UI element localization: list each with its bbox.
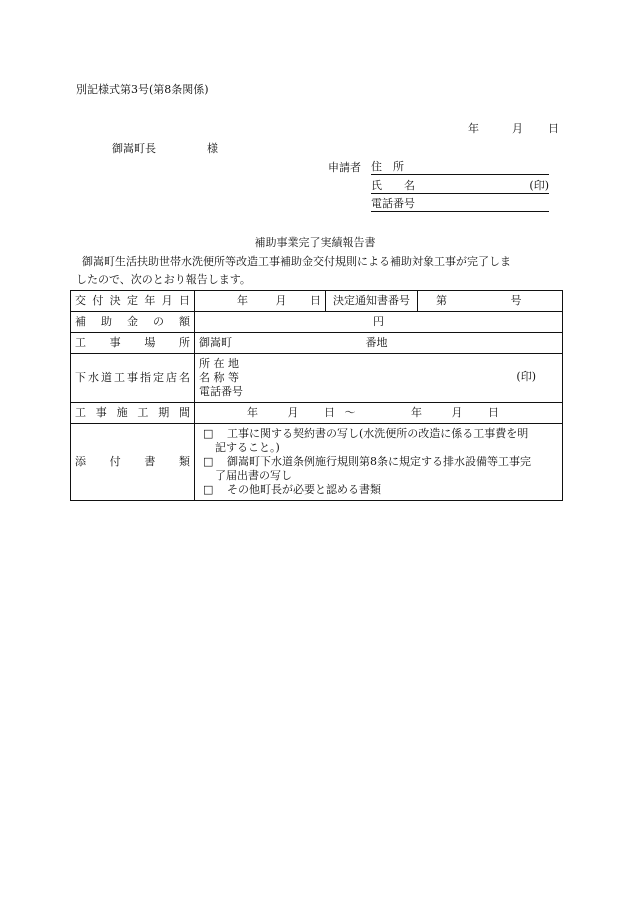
report-date [468, 122, 559, 136]
attachment-text: その他町長が必要と認める書類 [227, 483, 381, 496]
location-banchi: 番地 [365, 336, 388, 349]
contractor-name-label: 名 称 等 [199, 371, 239, 384]
period-start-day: 日 [324, 406, 335, 419]
attachments-field [195, 424, 563, 501]
notice-number-field[interactable] [418, 291, 563, 312]
period-start-year: 年 [247, 406, 258, 419]
contractor-label: 下水道工事指定店名 [71, 354, 195, 403]
month-label: 月 [512, 122, 523, 135]
contractor-row [71, 354, 563, 403]
form-number: 別記様式第3号(第8条関係) [76, 83, 209, 96]
attachment-text: 工事に関する契約書の写し(水洗便所の改造に係る工事費を明 [227, 427, 529, 440]
period-end-month: 月 [451, 406, 463, 419]
day-label: 日 [548, 122, 559, 135]
decision-day: 日 [310, 294, 321, 307]
decision-month: 月 [275, 294, 287, 307]
attachment-item[interactable] [199, 427, 558, 455]
decision-date-label: 交付決定年月日 [71, 291, 195, 312]
contractor-field[interactable] [195, 354, 563, 403]
applicant-name-line [371, 179, 549, 194]
period-end-year: 年 [411, 406, 422, 419]
location-label: 工事場所 [71, 333, 195, 354]
checkbox-icon[interactable]: □ [203, 455, 214, 468]
amount-unit: 円 [373, 315, 384, 328]
attachment-text: 御嵩町下水道条例施行規則第8条に規定する排水設備等工事完 [227, 455, 531, 468]
address-label: 住 所 [371, 160, 404, 173]
contractor-address-label: 所 在 地 [199, 357, 239, 370]
notice-number-label: 決定通知書番号 [326, 291, 418, 312]
document-title: 補助事業完了実績報告書 [254, 236, 376, 249]
decision-date-field[interactable] [195, 291, 326, 312]
attachment-text-cont: 記すること。) [215, 441, 280, 454]
honorific: 様 [207, 142, 218, 155]
attachments-label: 添付書類 [71, 424, 195, 501]
addressee: 御嵩町長 [112, 142, 156, 155]
intro-line-1: 御嵩町生活扶助世帯水洗便所等改造工事補助金交付規則による補助対象工事が完了しま [82, 255, 511, 268]
amount-field[interactable] [195, 312, 563, 333]
attachment-item[interactable] [199, 455, 558, 483]
period-start-month: 月 [287, 406, 299, 419]
contractor-phone-label: 電話番号 [199, 385, 243, 398]
amount-row [71, 312, 563, 333]
checkbox-icon[interactable]: □ [203, 483, 214, 496]
notice-prefix: 第 [436, 294, 447, 307]
name-label: 氏 名 [371, 179, 415, 192]
applicant-phone-line [371, 197, 549, 212]
location-town: 御嵩町 [199, 336, 232, 349]
checkbox-icon[interactable]: □ [203, 427, 214, 440]
intro-line-2: したので、次のとおり報告します。 [76, 273, 251, 286]
contractor-seal: (印) [516, 370, 536, 383]
year-label: 年 [468, 122, 479, 135]
attachment-item[interactable] [199, 483, 558, 497]
decision-year: 年 [237, 294, 248, 307]
attachment-text-cont: 了届出書の写し [215, 469, 292, 482]
attachments-row [71, 424, 563, 501]
report-table [70, 290, 563, 501]
period-label: 工事施工期間 [71, 403, 195, 424]
period-field[interactable] [195, 403, 563, 424]
location-field[interactable] [195, 333, 563, 354]
applicant-address-line [371, 160, 549, 175]
amount-label: 補助金の額 [71, 312, 195, 333]
applicant-label: 申請者 [328, 161, 361, 174]
period-end-day: 日 [488, 406, 499, 419]
phone-label: 電話番号 [371, 197, 415, 210]
period-tilde: ～ [344, 406, 356, 419]
notice-suffix: 号 [510, 294, 522, 307]
location-row [71, 333, 563, 354]
decision-date-row [71, 291, 563, 312]
applicant-seal: (印) [529, 179, 549, 192]
period-row [71, 403, 563, 424]
